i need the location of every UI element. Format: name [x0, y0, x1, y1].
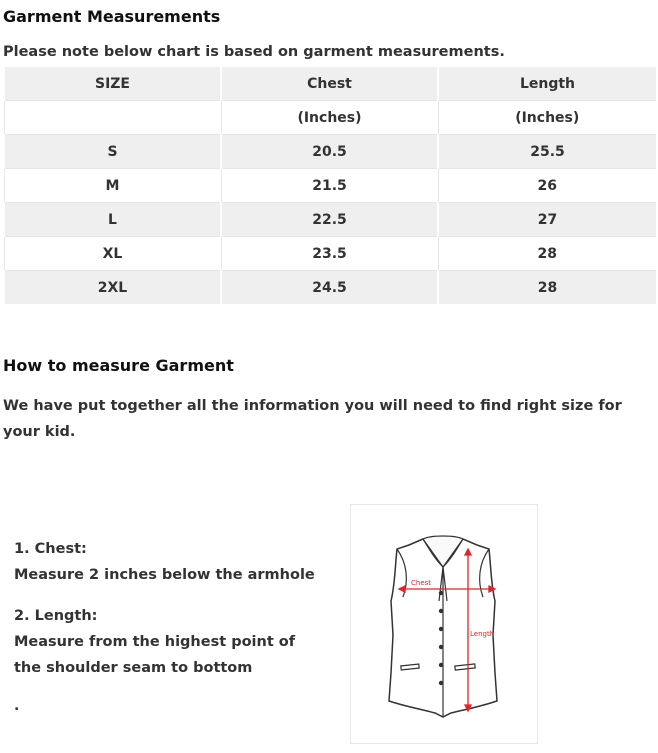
table-units-row — [4, 101, 656, 135]
unit-length: (Inches) — [438, 101, 656, 135]
header-size: SIZE — [4, 67, 221, 101]
vest-measurement-diagram — [350, 504, 538, 744]
unit-chest: (Inches) — [221, 101, 438, 135]
cell-size: 2XL — [4, 271, 221, 305]
cell-length: 26 — [438, 169, 656, 203]
header-length: Length — [438, 67, 656, 101]
chart-note: Please note below chart is based on garment measurements. — [3, 44, 505, 60]
cell-chest: 24.5 — [221, 271, 438, 305]
how-to-intro: We have put together all the information you will need to find right size for your kid. — [3, 398, 622, 440]
table-row — [4, 169, 656, 203]
chest-label: Chest — [411, 579, 432, 587]
cell-length: 28 — [438, 271, 656, 305]
length-step-title: 2. Length: — [14, 608, 98, 624]
table-row — [4, 271, 656, 305]
trailing-dot: . — [14, 698, 20, 714]
page-title: Garment Measurements — [3, 7, 221, 26]
header-chest: Chest — [221, 67, 438, 101]
measurement-steps — [14, 536, 334, 681]
table-header-row — [4, 67, 656, 101]
length-label: Length — [470, 630, 495, 638]
chest-step-title: 1. Chest: — [14, 541, 87, 557]
cell-size: M — [4, 169, 221, 203]
chest-step-text: Measure 2 inches below the armhole — [14, 567, 315, 583]
cell-length: 27 — [438, 203, 656, 237]
length-step-text-1: Measure from the highest point of — [14, 634, 296, 650]
size-chart-table — [3, 67, 656, 304]
cell-length: 25.5 — [438, 135, 656, 169]
cell-chest: 21.5 — [221, 169, 438, 203]
table-row — [4, 135, 656, 169]
length-step-text-2: the shoulder seam to bottom — [14, 660, 253, 676]
how-to-heading: How to measure Garment — [3, 356, 234, 375]
unit-size — [4, 101, 221, 135]
cell-chest: 20.5 — [221, 135, 438, 169]
cell-size: XL — [4, 237, 221, 271]
cell-size: L — [4, 203, 221, 237]
vest-illustration — [351, 505, 537, 743]
table-row — [4, 237, 656, 271]
cell-chest: 22.5 — [221, 203, 438, 237]
cell-length: 28 — [438, 237, 656, 271]
cell-chest: 23.5 — [221, 237, 438, 271]
table-row — [4, 203, 656, 237]
cell-size: S — [4, 135, 221, 169]
